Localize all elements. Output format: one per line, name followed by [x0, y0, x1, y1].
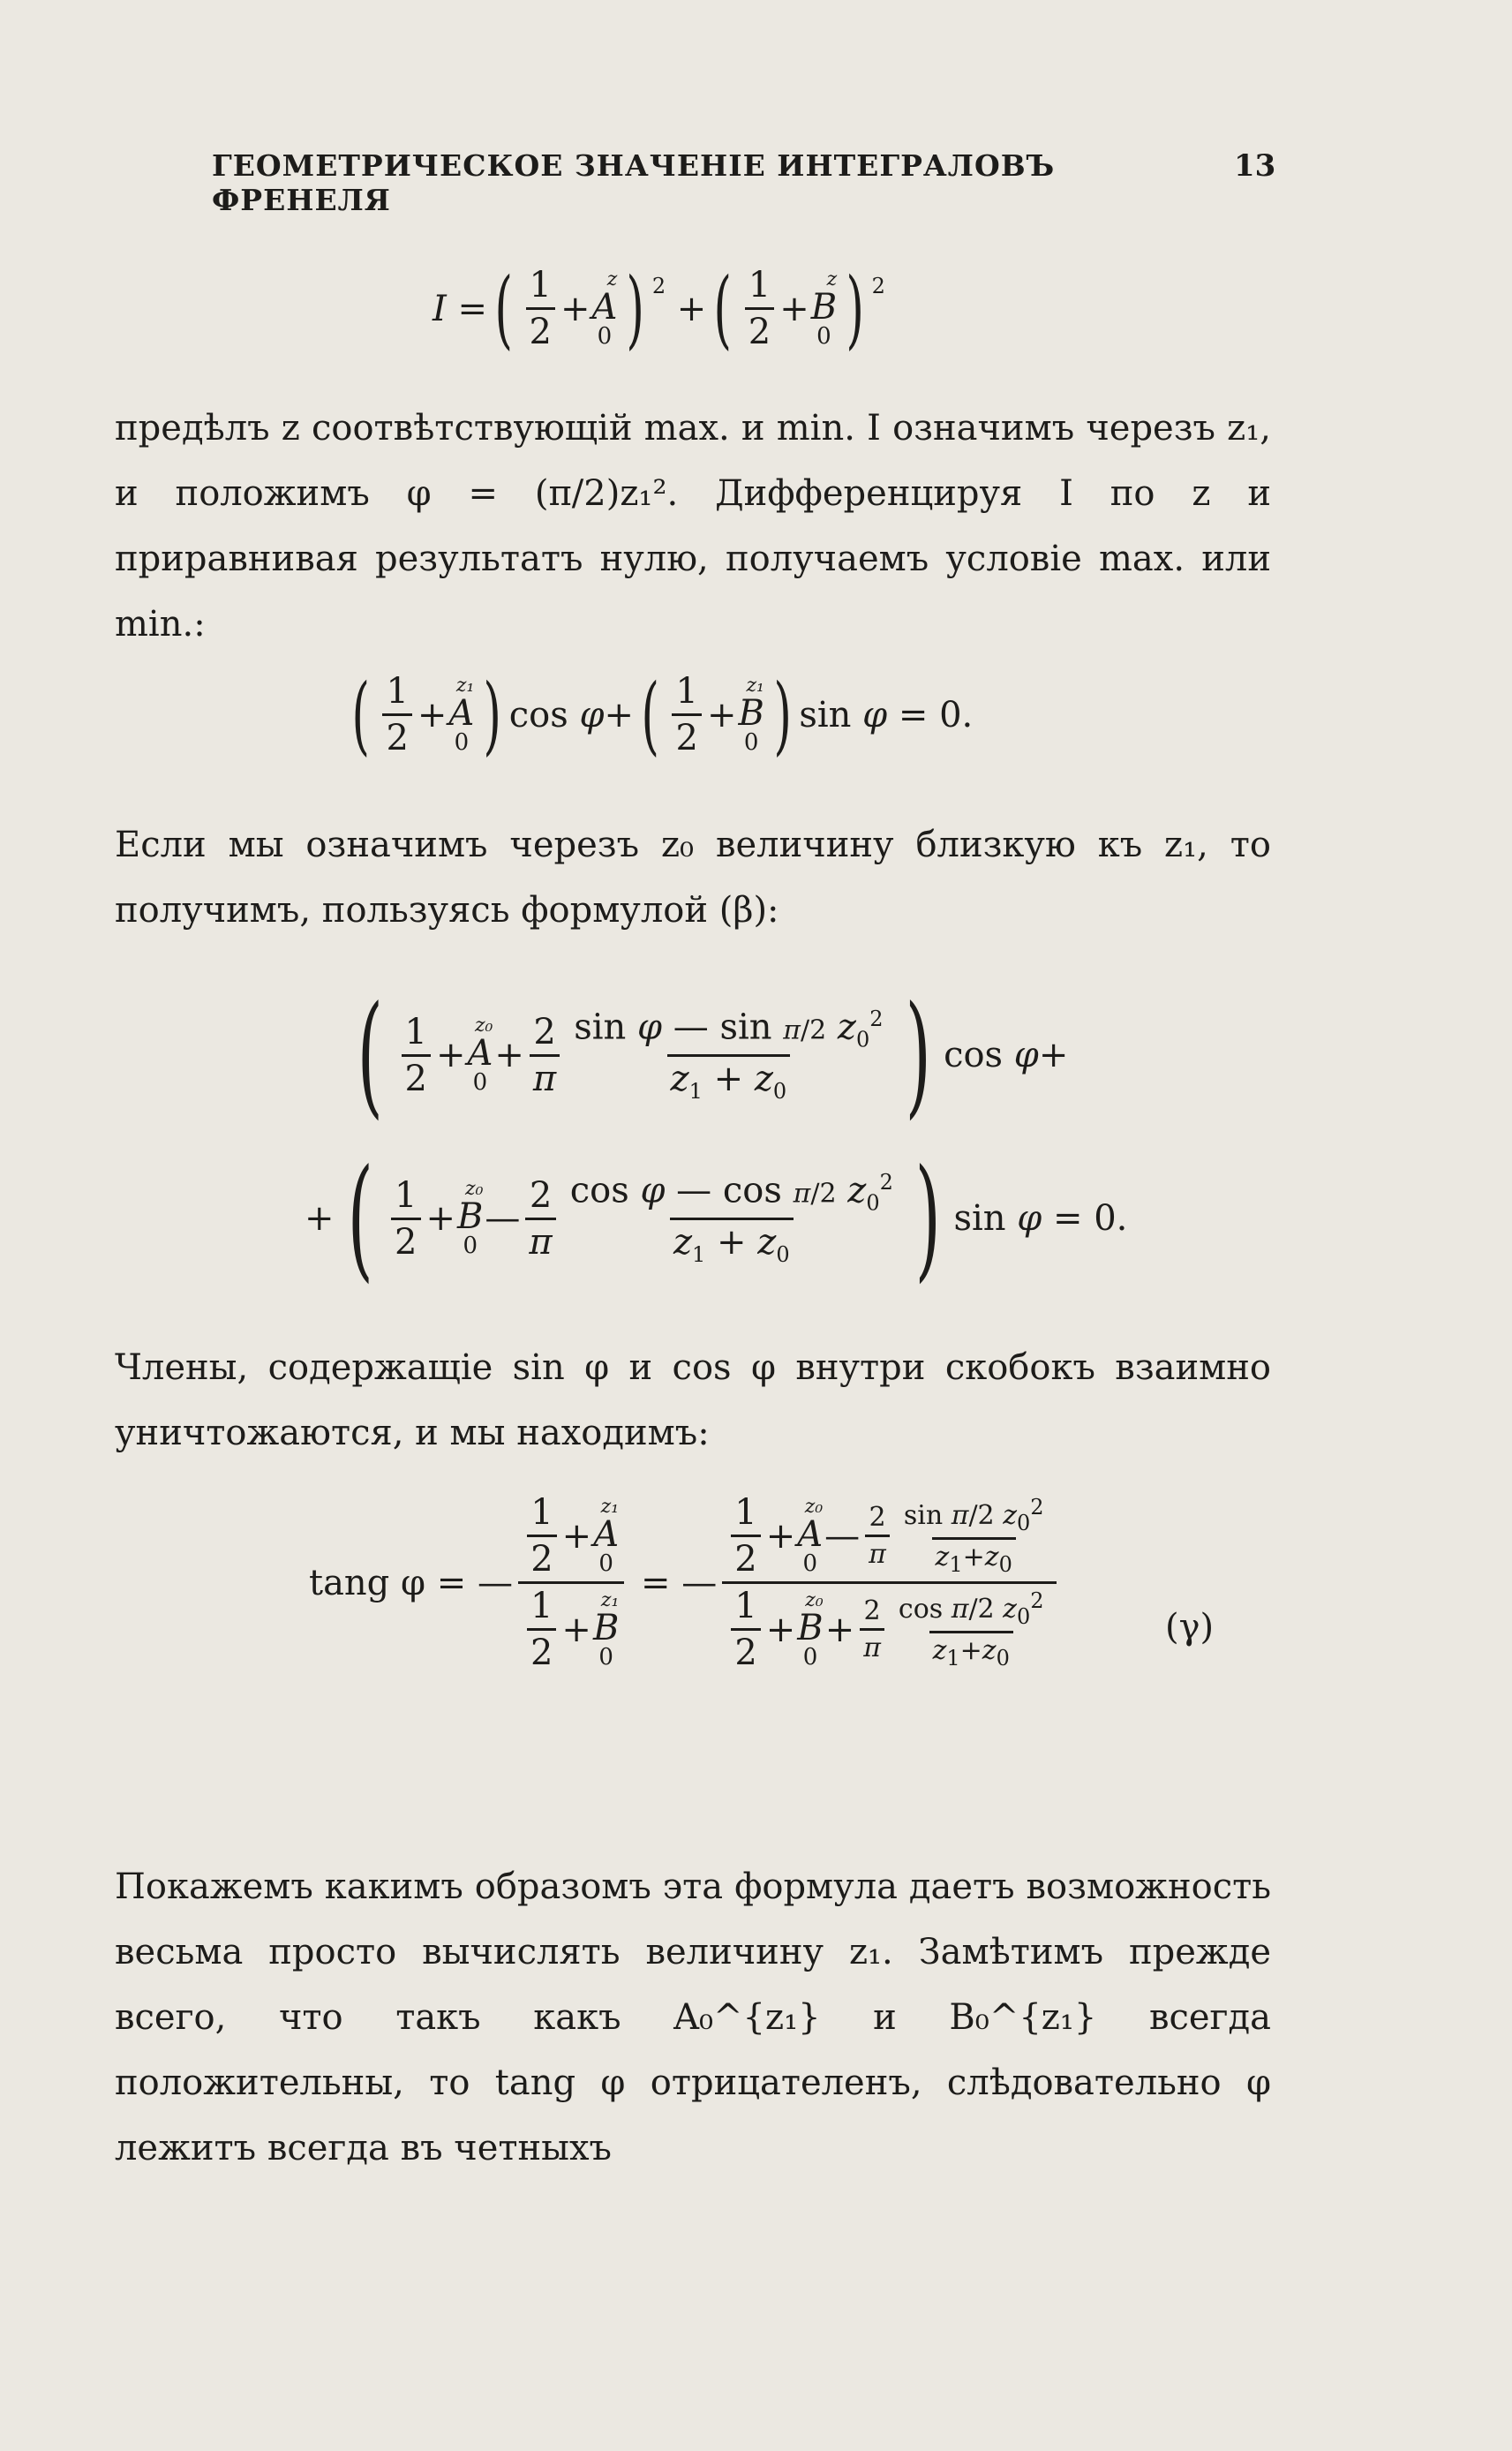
paragraph-4: Покажемъ какимъ образомъ эта формула даетъ возможность весьма просто вычислять величину z₁. Замѣтимъ прежде всего, что такъ какъ A₀^{z₁} и B₀^{z₁} всегда положительны, то tang φ отрицателенъ, слѣдовательно φ лежитъ всегда въ четныхъ	[115, 1867, 1271, 2168]
equation-expansion-line-1: ( $\frac{1}{2}$ + z₀ A 0 + $\frac{2}{\pi}$ $\frac{\sin \varphi — \sin \pi/2 z_0^2}{z_1 + z_0}$ ) cos φ+	[357, 978, 1069, 1132]
paragraph-3: Члены, содержащiе sin φ и cos φ внутри скобокъ взаимно уничтожаются, и мы находимъ:	[115, 1347, 1271, 1453]
paragraph-2: Если мы означимъ черезъ z₀ величину близкую къ z₁, то получимъ, пользуясь формулой (β):	[115, 825, 1271, 931]
eq3-rhs: = 0.	[1052, 1198, 1128, 1239]
eq2-rhs: = 0.	[898, 694, 974, 735]
running-header: ГЕОМЕТРИЧЕСКОЕ ЗНАЧЕНIЕ ИНТЕГРАЛОВЪ ФРЕНЕЛЯ	[212, 148, 1056, 217]
equation-intensity: I = ( $\frac{1}{2}$ + z A 0 ) $^2$ + ( $\frac{1}{2}$ + z B 0 ) $^2$	[433, 259, 885, 358]
page-number: 13	[1234, 148, 1276, 184]
paragraph-1: предѣлъ z соотвѣтствующiй max. и min. I означимъ черезъ z₁, и положимъ φ = (π/2)z₁². Дифференцируя I по z и приравнивая результатъ нулю, получаемъ условiе max. или min.:	[115, 408, 1271, 645]
equation-extremum-condition: ( $\frac{1}{2}$ + z₁ A 0 ) cos φ+ ( $\frac{1}{2}$ + z₁ B 0 ) sin φ = 0.	[351, 665, 974, 765]
eq4-lhs: tang φ	[309, 1562, 426, 1603]
equation-gamma: tang φ = — $\frac{1}{2}$ + z₁ A 0 $\frac{1}{2}$ + z₁ B 0 = — $\frac{1}{2}$ + z₀ A 0 — $\frac{2}{\pi}$ $\frac{\sin \pi/2 z_0^2}{z_1+z_0}$ $\frac{1}{2}$ + z₀ B 0 + $\frac{2}{\pi}$ $\frac{\cos \pi/2 z_0^2}{z_1+z_0}$	[309, 1492, 1062, 1673]
equation-expansion-line-2: + ( $\frac{1}{2}$ + z₀ B 0 — $\frac{2}{\pi}$ $\frac{\cos \varphi — \cos \pi/2 z_0^2}{z_1 + z_0}$ ) sin φ = 0.	[305, 1142, 1128, 1295]
equation-gamma-label: (γ)	[1165, 1607, 1215, 1648]
eq1-lhs: I	[433, 288, 447, 329]
